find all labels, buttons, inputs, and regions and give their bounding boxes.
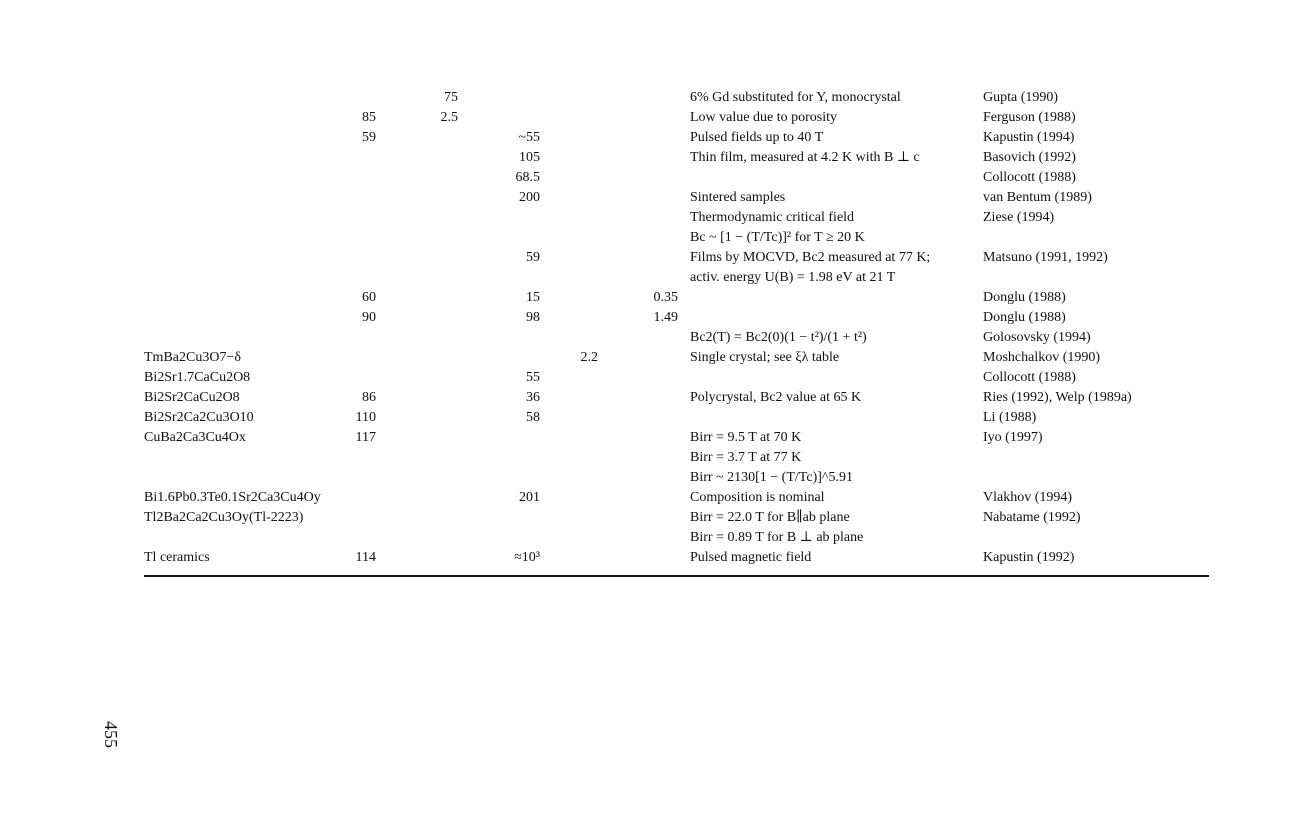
bc2-cell: 15 [526,290,540,305]
bc1-cell: 75 [444,90,458,105]
bc2-cell: ~55 [518,130,540,145]
tc-cell: 110 [355,410,376,425]
tc-cell: 114 [355,550,376,565]
remark-cell: Composition is nominal [690,490,825,505]
remark-cell: Birr = 0.89 T for B ⊥ ab plane [690,530,864,545]
reference-cell: Collocott (1988) [983,370,1076,385]
table-row [0,528,1295,548]
tc-cell: 85 [362,110,376,125]
table-row [0,128,1295,148]
table-row [0,368,1295,388]
bc2-cell: 98 [526,310,540,325]
table-row [0,248,1295,268]
remark-cell: Sintered samples [690,190,786,205]
table-row [0,308,1295,328]
reference-cell: Basovich (1992) [983,150,1076,165]
table-row [0,108,1295,128]
reference-cell: Iyo (1997) [983,430,1043,445]
table-row [0,388,1295,408]
bc2-cell: 55 [526,370,540,385]
remark-cell: Birr = 9.5 T at 70 K [690,430,802,445]
table-row [0,288,1295,308]
table-row [0,148,1295,168]
table-row [0,508,1295,528]
reference-cell: Moshchalkov (1990) [983,350,1101,365]
table-row [0,168,1295,188]
reference-cell: Li (1988) [983,410,1037,425]
remark-cell: Low value due to porosity [690,110,837,125]
table-row [0,208,1295,228]
remark-cell: Birr ~ 2130[1 − (T/Tc)]^5.91 [690,470,853,485]
table-row [0,488,1295,508]
j-cell: 1.49 [653,310,678,325]
material-cell: TmBa2Cu3O7−δ [144,350,241,365]
tc-cell: 59 [362,130,376,145]
bc2-cell: 59 [526,250,540,265]
remark-cell: Birr = 22.0 T for B∥ab plane [690,510,850,525]
table-row [0,268,1295,288]
table-bottom-rule [144,575,1209,577]
remark-cell: activ. energy U(B) = 1.98 eV at 21 T [690,270,896,285]
reference-cell: Nabatame (1992) [983,510,1081,525]
tc-cell: 60 [362,290,376,305]
tc-cell: 117 [355,430,376,445]
page-number: 455 [101,721,121,748]
bc2-cell: 68.5 [515,170,540,185]
reference-cell: Kapustin (1992) [983,550,1075,565]
remark-cell: Single crystal; see ξλ table [690,350,840,365]
remark-cell: Bc2(T) = Bc2(0)(1 − t²)/(1 + t²) [690,330,867,345]
j-cell: 0.35 [653,290,678,305]
remark-cell: Birr = 3.7 T at 77 K [690,450,802,465]
remark-cell: Bc ~ [1 − (T/Tc)]² for T ≥ 20 K [690,230,865,245]
reference-cell: Donglu (1988) [983,310,1066,325]
bc2-cell: 58 [526,410,540,425]
reference-cell: Gupta (1990) [983,90,1059,105]
tc-cell: 90 [362,310,376,325]
reference-cell: Ries (1992), Welp (1989a) [983,390,1132,405]
table-row [0,548,1295,568]
bc2-cell: 105 [519,150,540,165]
table-row [0,448,1295,468]
material-cell: Bi2Sr1.7CaCu2O8 [144,370,251,385]
remark-cell: 6% Gd substituted for Y, monocrystal [690,90,901,105]
remark-cell: Pulsed fields up to 40 T [690,130,824,145]
material-cell: CuBa2Ca3Cu4Ox [144,430,246,445]
material-cell: Bi2Sr2Ca2Cu3O10 [144,410,254,425]
reference-cell: Matsuno (1991, 1992) [983,250,1108,265]
table-row [0,88,1295,108]
remark-cell: Thermodynamic critical field [690,210,855,225]
reference-cell: Golosovsky (1994) [983,330,1091,345]
remark-cell: Thin film, measured at 4.2 K with B ⊥ c [690,150,920,165]
table-row [0,228,1295,248]
remark-cell: Films by MOCVD, Bc2 measured at 77 K; [690,250,931,265]
table-row [0,468,1295,488]
tc-cell: 86 [362,390,376,405]
table-row [0,328,1295,348]
reference-cell: Ziese (1994) [983,210,1055,225]
table-row [0,428,1295,448]
reference-cell: van Bentum (1989) [983,190,1092,205]
reference-cell: Ferguson (1988) [983,110,1076,125]
material-cell: Tl2Ba2Ca2Cu3Oy(Tl-2223) [144,510,304,525]
reference-cell: Vlakhov (1994) [983,490,1073,505]
material-cell: Tl ceramics [144,550,210,565]
table-row [0,188,1295,208]
remark-cell: Polycrystal, Bc2 value at 65 K [690,390,862,405]
reference-cell: Donglu (1988) [983,290,1066,305]
material-cell: Bi1.6Pb0.3Te0.1Sr2Ca3Cu4Oy [144,490,321,505]
bc2-cell: 36 [526,390,540,405]
table-row [0,348,1295,368]
remark-cell: Pulsed magnetic field [690,550,812,565]
bc1-cell: 2.5 [440,110,458,125]
reference-cell: Collocott (1988) [983,170,1076,185]
bc2-cell: 201 [519,490,540,505]
reference-cell: Kapustin (1994) [983,130,1075,145]
material-cell: Bi2Sr2CaCu2O8 [144,390,240,405]
kappa-cell: 2.2 [580,350,598,365]
table-row [0,408,1295,428]
bc2-cell: ≈10³ [514,550,540,565]
bc2-cell: 200 [519,190,540,205]
